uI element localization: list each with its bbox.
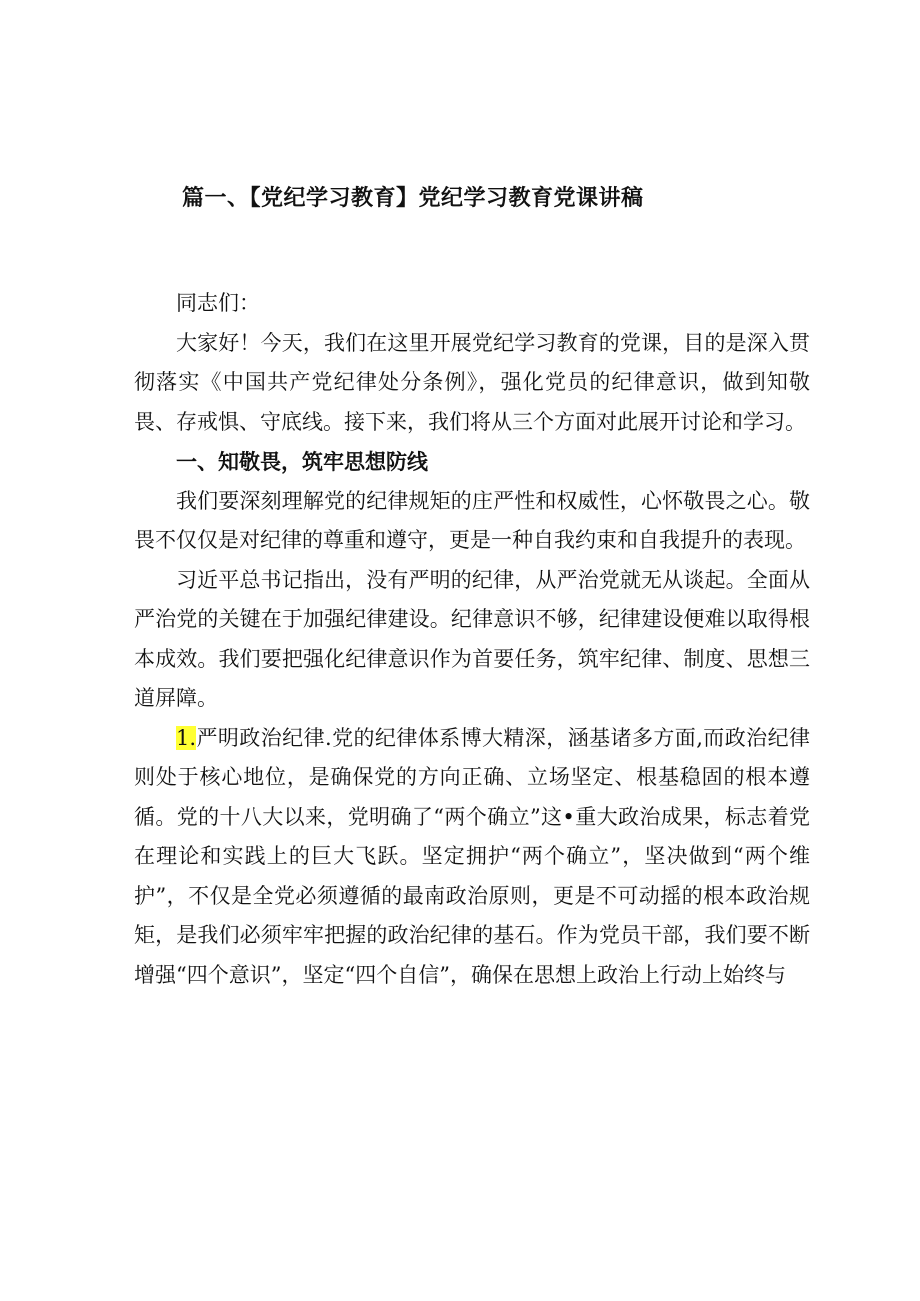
item-paragraph-1 (134, 719, 810, 996)
section-heading: 一、知敬畏，筑牢思想防线 (176, 449, 428, 474)
intro-paragraph: 大家好！今天，我们在这里开展党纪学习教育的党课，目的是深入贯彻落实《中国共产党纪律处分条例》，强化党员的纪律意识，做到知敬畏、存戒惧、守底线。接下来，我们将从三个方面对此展开讨论和学习。 (134, 330, 810, 434)
item-text: 严明政治纪律.党的纪律体系博大精深，涵基诸多方面,而政治纪律则处于核心地位，是确保党的方向正确、立场坚定、根基稳固的根本遵循。党的十八大以来，党明确了“两个确立”这•重大政治成果，标志着党在理论和实践上的巨大飞跃。坚定拥护“两个确立”，坚决做到“两个维护”，不仅是全党必须遵循的最南政治原则，更是不可动摇的根本政治规矩，是我们必须牢牢把握的政治纪律的基石。作为党员干部，我们要不断增强“四个意识”，坚定“四个自信”，确保在思想上政治上行动上始终与 (134, 725, 810, 987)
section-paragraph-1: 我们要深刻理解党的纪律规矩的庄严性和权威性，心怀敬畏之心。敬畏不仅仅是对纪律的尊重和遵守，更是一种自我约束和自我提升的表现。 (134, 488, 810, 552)
document-title: 篇一、【党纪学习教育】党纪学习教育党课讲稿 (182, 185, 644, 211)
section-paragraph-2: 习近平总书记指出，没有严明的纪律，从严治党就无从谈起。全面从严治党的关键在于加强纪律建设。纪律意识不够，纪律建设便难以取得根本成效。我们要把强化纪律意识作为首要任务，筑牢纪律、制度、思想三道屏障。 (134, 567, 810, 710)
document-body (134, 284, 810, 995)
salutation: 同志们： (176, 291, 260, 315)
highlighted-item-number: 1. (176, 725, 197, 750)
